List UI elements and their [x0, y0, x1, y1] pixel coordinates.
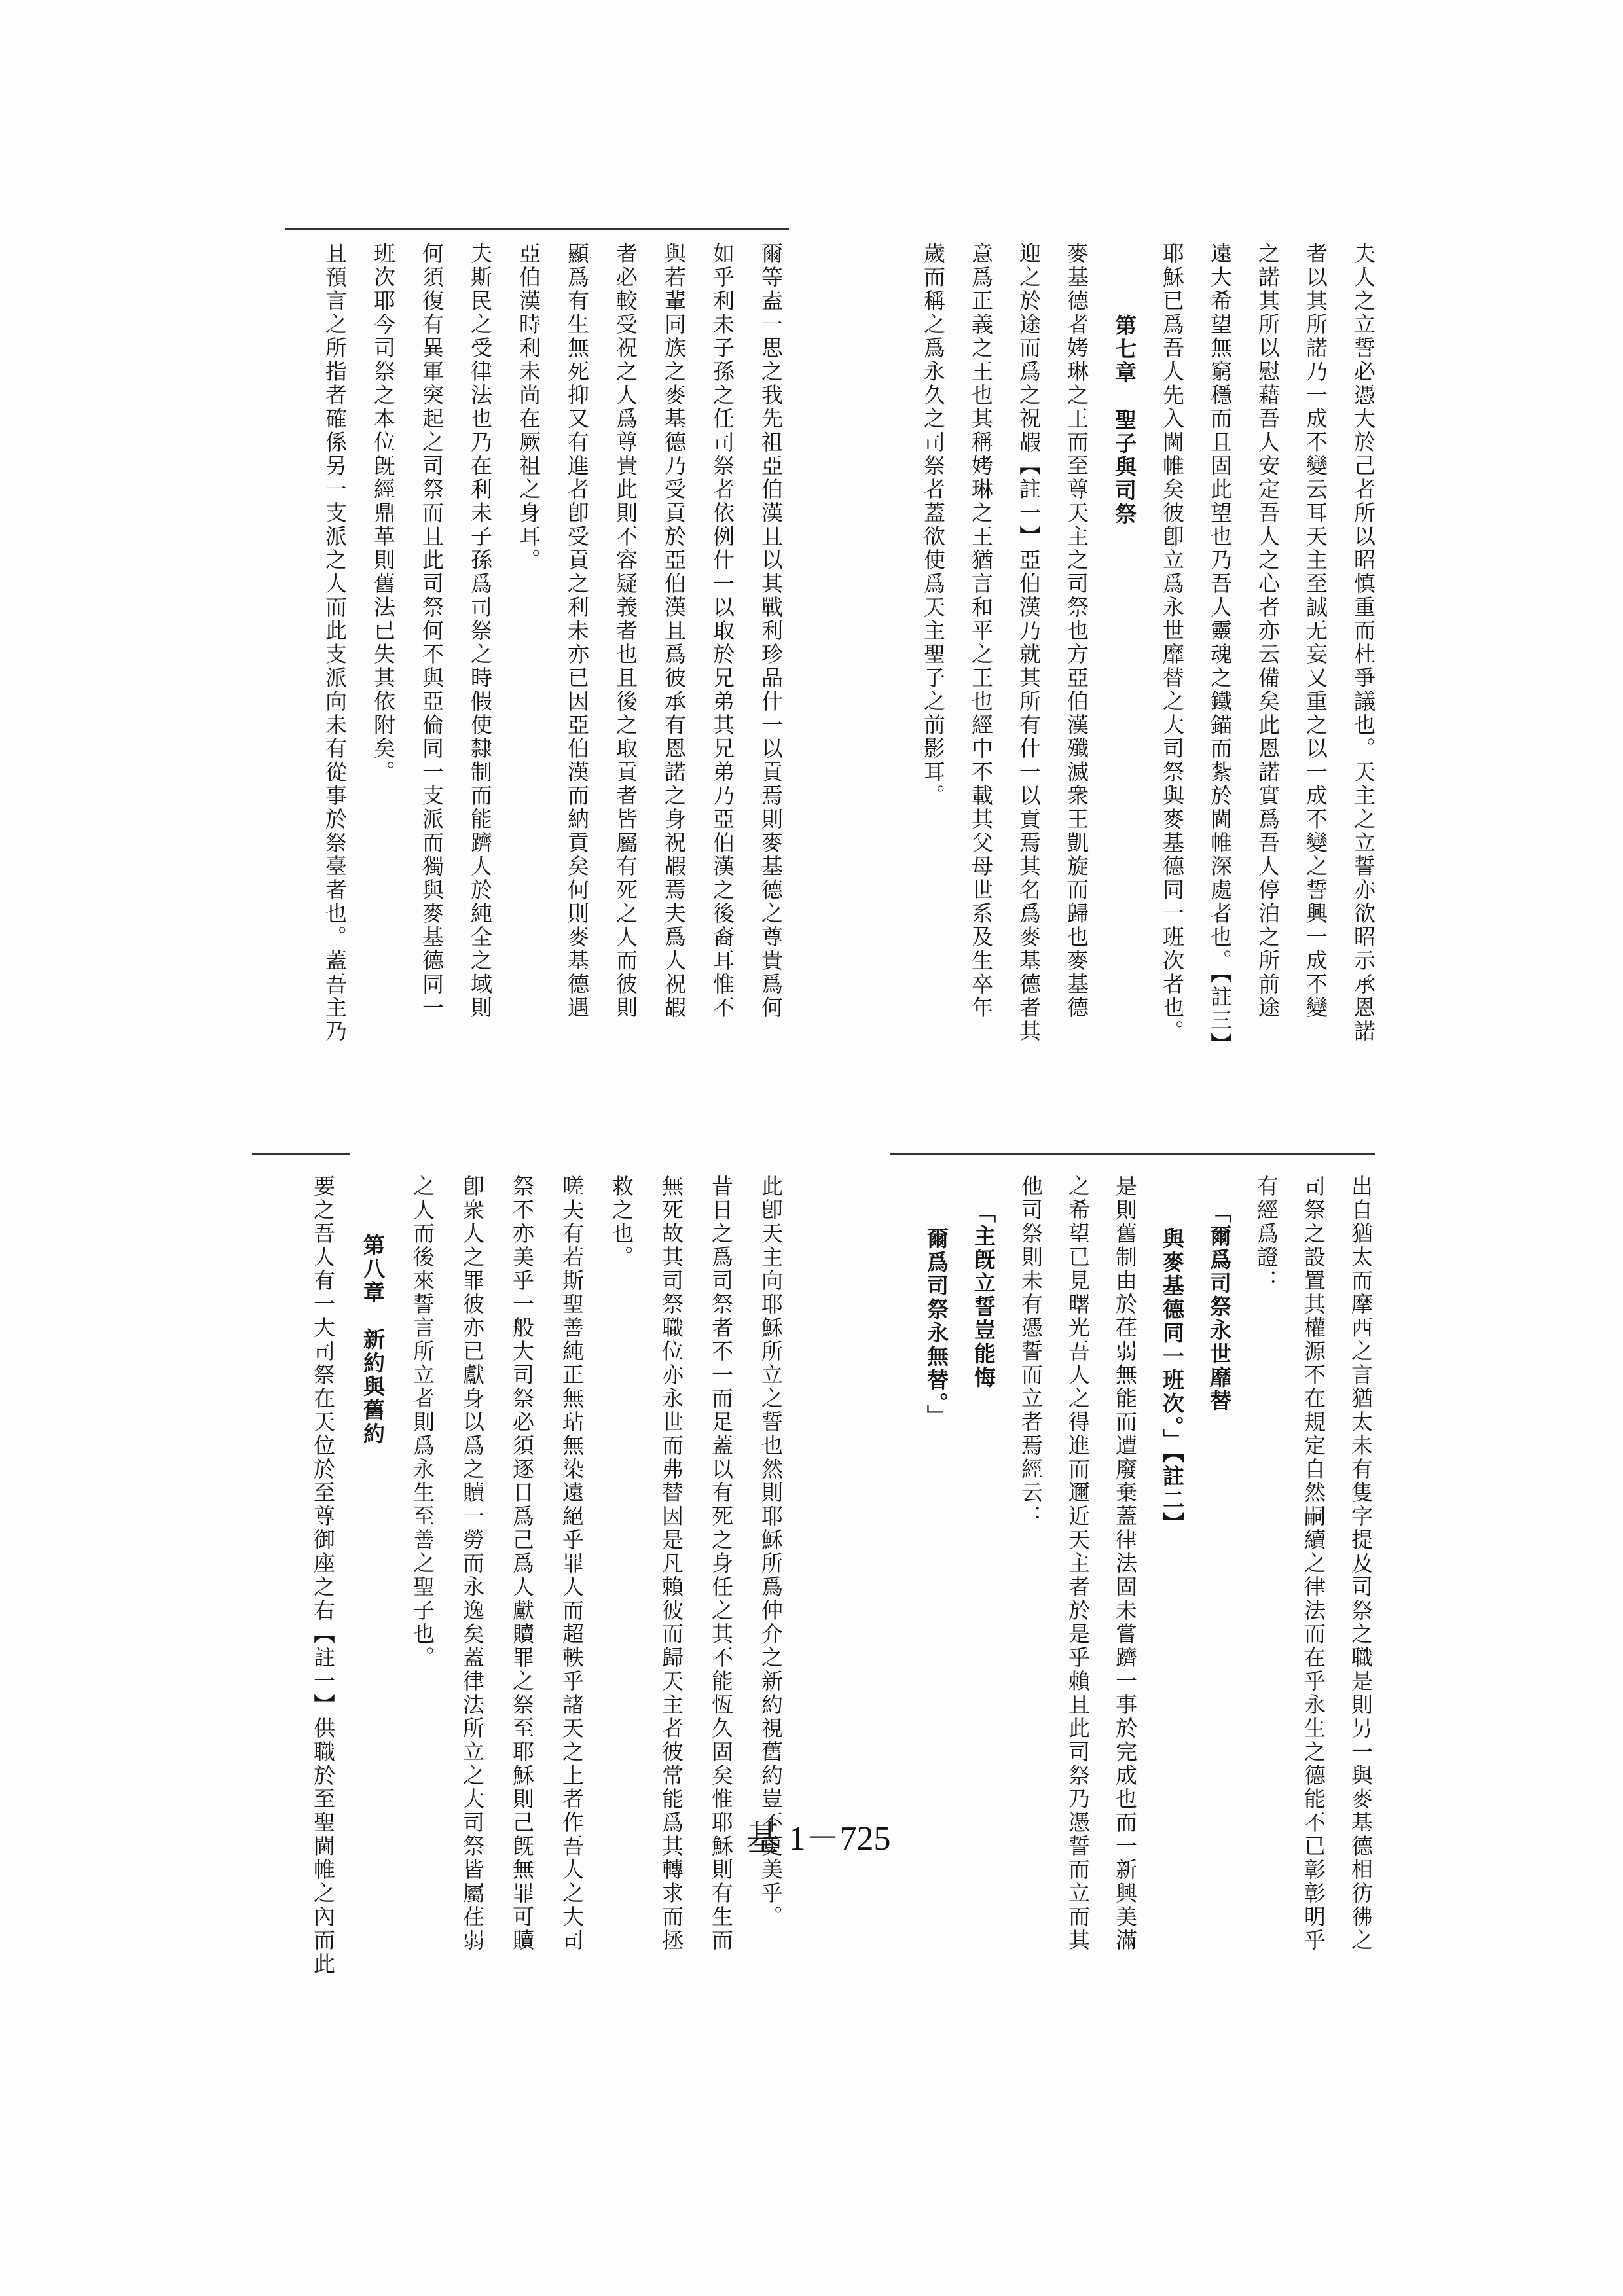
page-number: 基 1－725	[746, 1820, 891, 1857]
text-column: 何須復有異軍突起之司祭而且此司祭何不與亞倫同一支派而獨與麥基德同一	[419, 242, 445, 1020]
chapter-heading: 第八章 新約與舊約	[360, 1234, 386, 1446]
text-column: 之諾其所以慰藉吾人安定吾人之心者亦云備矣此恩諾實爲吾人停泊之所前途	[1255, 242, 1281, 1020]
text-column: 之希望已見曙光吾人之得進而邇近天主者於是乎賴且此司祭乃憑誓而立而其	[1065, 1175, 1091, 1952]
text-column: 此卽天主向耶穌所立之誓也然則耶穌所爲仲介之新約視舊約豈不更美乎。	[758, 1175, 784, 1929]
text-column: 要之吾人有一大司祭在天位於至尊御座之右【註一】供職於至聖閫帷之內而此	[310, 1175, 336, 1976]
text-column: 嗟夫有若斯聖善純正無玷無染遠絕乎罪人而超軼乎諸天之上者作吾人之大司	[559, 1175, 585, 1952]
text-column: 班次耶今司祭之本位旣經鼎革則舊法已失其依附矣。	[371, 242, 396, 784]
text-column: 之人而後來誓言所立者則爲永生至善之聖子也。	[410, 1175, 435, 1670]
quadrant-bottom-right	[894, 1175, 1378, 2019]
text-column: 意爲正義之王也其稱㛈琳之王猶言和平之王也經中不載其父母世系及生卒年	[968, 242, 994, 1020]
quadrant-bottom-left	[262, 1175, 792, 2019]
divider-rule	[285, 228, 789, 230]
text-column: 歲而稱之爲永久之司祭者蓋欲使爲天主聖子之前影耳。	[921, 242, 946, 808]
text-column: 者以其所諾乃一成不變云耳天主至誠无妄又重之以一成不變之誓興一成不變	[1303, 242, 1328, 1020]
text-column: 夫人之立誓必憑大於己者所以昭慎重而杜爭議也。天主之立誓亦欲昭示承恩諾	[1351, 242, 1376, 1043]
text-column: 如乎利未子孫之任司祭者依例什一以取於兄弟其兄弟乃亞伯漢之後裔耳惟不	[710, 242, 735, 1020]
text-column: 出自猶太而摩西之言猶太未有隻字提及司祭之職是則另一與麥基德相彷彿之	[1348, 1175, 1374, 1952]
text-column: 與若輩同族之麥基德乃受貢於亞伯漢且爲彼承有恩諾之身祝嘏焉夫爲人祝嘏	[661, 242, 687, 1020]
scripture-quote: 「爾爲司祭永世靡替	[1207, 1201, 1232, 1413]
text-column: 是則舊制由於荏弱無能而遭廢棄蓋律法固未嘗躋一事於完成也而一新興美滿	[1112, 1175, 1138, 1952]
text-column: 遠大希望無窮穩而且固此望也乃吾人靈魂之鐵錨而紮於閫帷深處者也。【註三】	[1207, 242, 1233, 1056]
text-column: 昔日之爲司祭者不一而足蓋以有死之身任之其不能恆久固矣惟耶穌則有生而	[708, 1175, 734, 1952]
text-column: 卽衆人之罪彼亦已獻身以爲之贖一勞而永逸矣蓋律法所立之大司祭皆屬荏弱	[460, 1175, 485, 1952]
text-column: 顯爲有生無死抑又有進者卽受貢之利未亦已因亞伯漢而納貢矣何則麥基德遇	[564, 242, 590, 1020]
quadrant-top-left	[275, 242, 786, 1106]
text-column: 耶穌已爲吾人先入閫帷矣彼卽立爲永世靡替之大司祭與麥基德同一班次者也。	[1159, 242, 1185, 1043]
quadrant-top-right	[894, 242, 1378, 1106]
text-column: 祭不亦美乎一般大司祭必須逐日爲己爲人獻贖罪之祭至耶穌則己旣無罪可贖	[509, 1175, 535, 1952]
text-column: 麥基德者㛈琳之王而至尊天主之司祭也方亞伯漢殲滅衆王凱旋而歸也麥基德	[1064, 242, 1089, 1020]
scripture-quote: 「主旣立誓豈能悔	[971, 1201, 996, 1390]
text-column: 者必較受祝之人爲尊貴此則不容疑義者也且後之取貢者皆屬有死之人而彼則	[613, 242, 638, 1020]
text-column: 他司祭則未有憑誓而立者焉經云：	[1018, 1175, 1044, 1528]
text-column: 迎之於途而爲之祝嘏【註一】亞伯漢乃就其所有什一以貢焉其名爲麥基德者其	[1016, 242, 1042, 1043]
text-column: 無死故其司祭職位亦永世而弗替因是凡賴彼而歸天主者彼常能爲其轉求而拯	[659, 1175, 684, 1952]
text-column: 有經爲證：	[1254, 1175, 1279, 1293]
divider-rule	[890, 1153, 1375, 1155]
text-column: 亞伯漢時利未尚在厥祖之身耳。	[516, 242, 541, 572]
scripture-quote: 爾爲司祭永無替。」	[924, 1227, 949, 1429]
text-column: 司祭之設置其權源不在規定自然嗣續之律法而在乎永生之德能不已彰彰明乎	[1301, 1175, 1326, 1952]
text-column: 救之也。	[609, 1175, 634, 1269]
text-column: 夫斯民之受律法也乃在利未子孫爲司祭之時假使隸制而能躋人於純全之域則	[467, 242, 493, 1020]
chapter-heading: 第七章 聖子與司祭	[1112, 314, 1137, 526]
scripture-quote: 與麥基德同一班次。」【註二】	[1159, 1227, 1185, 1535]
divider-rule	[252, 1153, 350, 1155]
text-column: 爾等盍一思之我先祖亞伯漢且以其戰利珍品什一以貢焉則麥基德之尊貴爲何	[758, 242, 784, 1020]
text-column: 且預言之所指者確係另一支派之人而此支派向未有從事於祭臺者也。蓋吾主乃	[322, 242, 348, 1043]
